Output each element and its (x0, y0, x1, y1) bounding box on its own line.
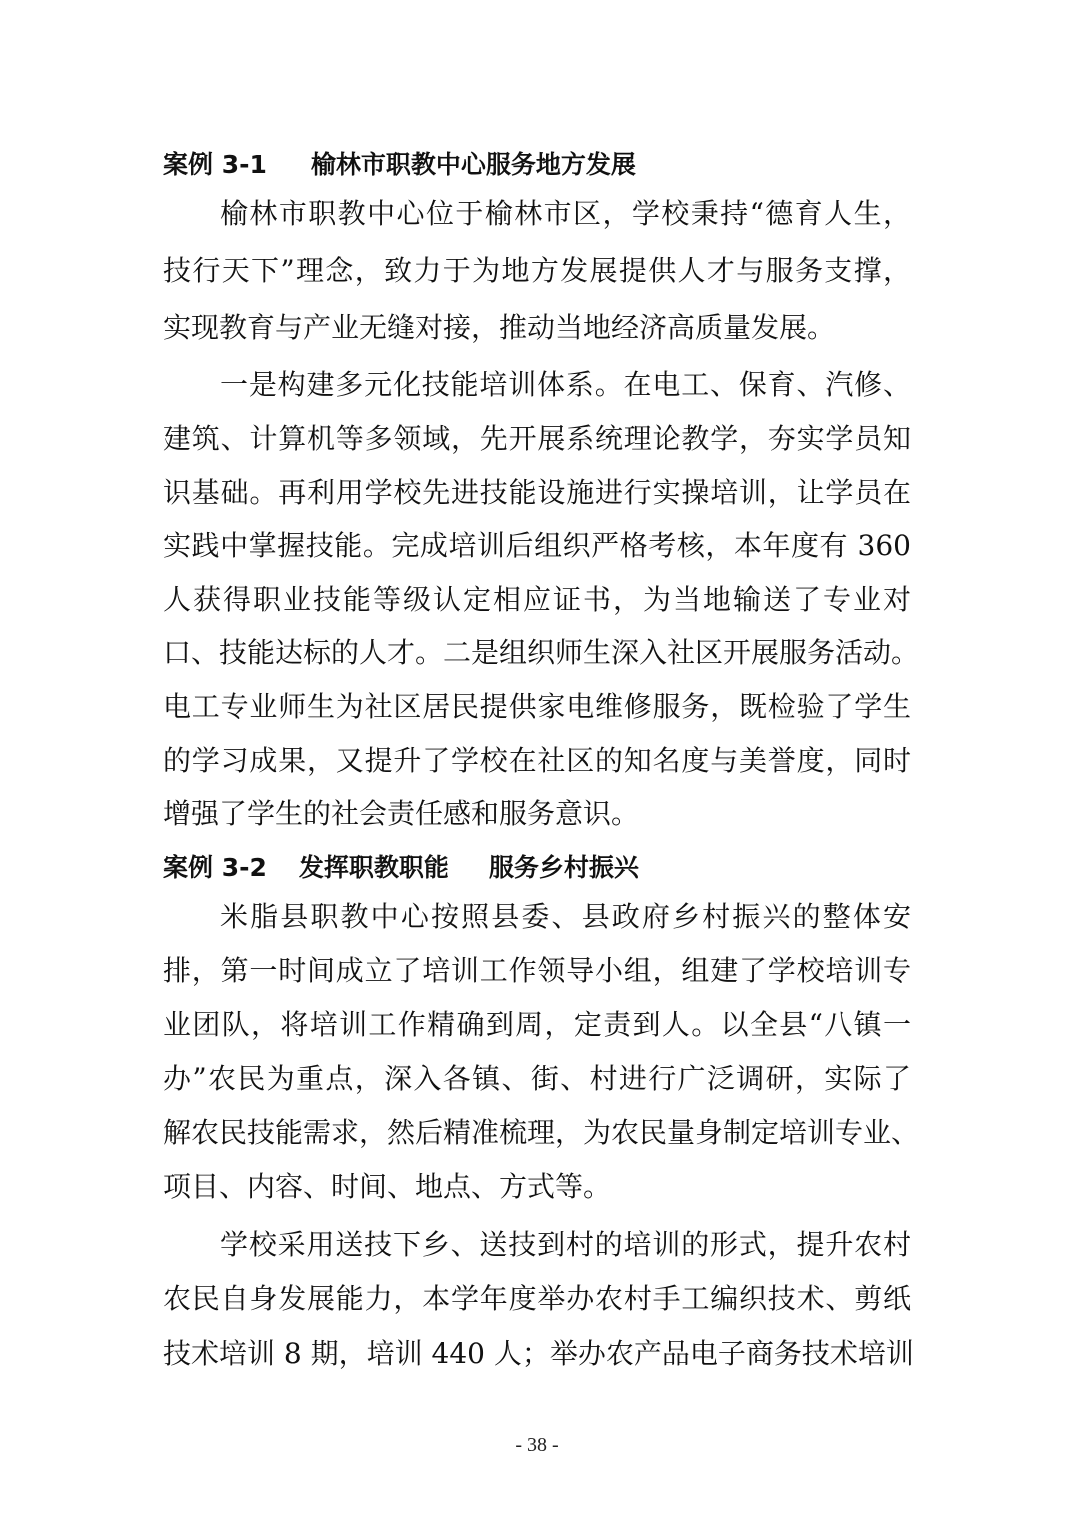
case-number: 案例 3-1 (163, 150, 267, 179)
paragraph-line: 技术培训 8 期，培训 440 人；举办农产品电子商务技术培训 (163, 1337, 914, 1370)
paragraph-line: 办”农民为重点，深入各镇、街、村进行广泛调研，实际了 (163, 1062, 911, 1095)
paragraph-line: 人获得职业技能等级认定相应证书，为当地输送了专业对 (163, 583, 911, 616)
paragraph-line: 学校采用送技下乡、送技到村的培训的形式，提升农村 (220, 1228, 911, 1261)
paragraph-line: 实现教育与产业无缝对接，推动当地经济高质量发展。 (163, 311, 836, 344)
case-title: 榆林市职教中心服务地方发展 (310, 150, 636, 179)
paragraph-line: 排，第一时间成立了培训工作领导小组，组建了学校培训专 (163, 954, 911, 987)
paragraph-line: 增强了学生的社会责任感和服务意识。 (163, 797, 640, 830)
paragraph-line: 榆林市职教中心位于榆林市区，学校秉持“德育人生， (220, 197, 911, 230)
paragraph-line: 一是构建多元化技能培训体系。在电工、保育、汽修、 (220, 368, 911, 401)
paragraph-line: 电工专业师生为社区居民提供家电维修服务，既检验了学生 (163, 690, 911, 723)
paragraph-line: 业团队，将培训工作精确到周，定责到人。以全县“八镇一 (163, 1008, 911, 1041)
paragraph-line: 识基础。再利用学校先进技能设施进行实操培训，让学员在 (163, 476, 911, 509)
page-number: - 38 - (515, 1434, 559, 1456)
paragraph-line: 的学习成果，又提升了学校在社区的知名度与美誉度，同时 (163, 744, 911, 777)
paragraph-line: 米脂县职教中心按照县委、县政府乡村振兴的整体安 (220, 900, 911, 933)
paragraph-line: 实践中掌握技能。完成培训后组织严格考核，本年度有 360 (163, 529, 911, 562)
paragraph-line: 解农民技能需求，然后精准梳理，为农民量身制定培训专业、 (163, 1116, 920, 1149)
paragraph-line: 农民自身发展能力，本学年度举办农村手工编织技术、剪纸 (163, 1282, 911, 1315)
case-number: 案例 3-2 (163, 853, 267, 882)
case-heading-3-2 (163, 848, 639, 888)
paragraph-line: 项目、内容、时间、地点、方式等。 (163, 1170, 612, 1203)
case-title-part1: 发挥职教职能 (298, 853, 449, 882)
case-title-part2: 服务乡村振兴 (488, 853, 639, 882)
paragraph-line: 口、技能达标的人才。二是组织师生深入社区开展服务活动。 (163, 636, 920, 669)
paragraph-line: 建筑、计算机等多领域，先开展系统理论教学，夯实学员知 (163, 422, 911, 455)
paragraph-line: 技行天下”理念，致力于为地方发展提供人才与服务支撑， (163, 254, 911, 287)
case-heading-3-1 (163, 145, 636, 185)
